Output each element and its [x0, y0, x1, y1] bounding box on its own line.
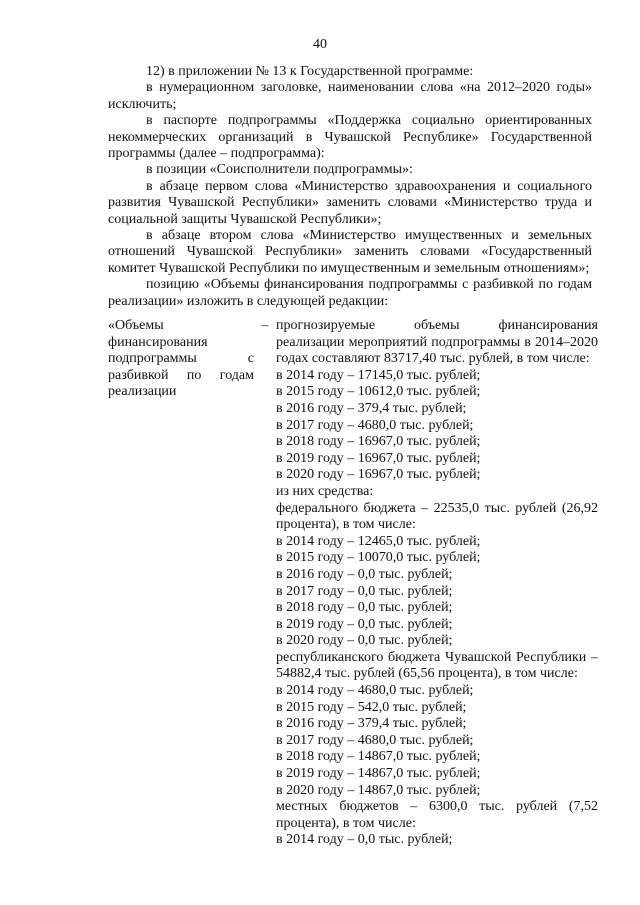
year-line: в 2014 году – 17145,0 тыс. рублей; — [276, 367, 481, 383]
paragraph: в абзаце первом слова «Министерство здравоохранения и социального развития Чувашской Республики» заменить словами «Министерство труда и социальной защиты Чувашской Республики»; — [108, 178, 592, 227]
year-line: в 2015 году – 10070,0 тыс. рублей; — [276, 550, 481, 566]
federal-budget-heading: федерального бюджета – 22535,0 тыс. рублей (26,92 процента), в том числе: — [276, 500, 598, 533]
year-line: в 2020 году – 16967,0 тыс. рублей; — [276, 467, 481, 483]
funding-table — [108, 318, 598, 849]
paragraph: в нумерационном заголовке, наименовании слова «на 2012–2020 годы» исключить; — [108, 80, 592, 112]
year-line: в 2017 году – 4680,0 тыс. рублей; — [276, 732, 474, 748]
year-line: в 2015 году – 10612,0 тыс. рублей; — [276, 384, 481, 400]
position-label: «Объемы финансирования подпрограммы с разбивкой по годам реализации — [108, 318, 254, 400]
year-line: в 2016 году – 379,4 тыс. рублей; — [276, 400, 467, 416]
paragraph: 12) в приложении № 13 к Государственной программе: — [146, 64, 474, 79]
paragraph: в паспорте подпрограммы «Поддержка социально ориентированных некоммерческих организаций в Чувашской Республике» Государственной программы (далее – подпрограмма): — [108, 113, 592, 162]
sources-header: из них средства: — [276, 483, 374, 499]
page-number: 40 — [313, 37, 327, 52]
year-line: в 2019 году – 14867,0 тыс. рублей; — [276, 766, 481, 782]
year-line: в 2019 году – 16967,0 тыс. рублей; — [276, 450, 481, 466]
republic-budget-heading: республиканского бюджета Чувашской Республики – 54882,4 тыс. рублей (65,56 процента), в том числе: — [276, 649, 598, 682]
year-line: в 2020 году – 0,0 тыс. рублей; — [276, 633, 453, 649]
year-line: в 2018 году – 14867,0 тыс. рублей; — [276, 749, 481, 765]
paragraph: позицию «Объемы финансирования подпрограммы с разбивкой по годам реализации» изложить в следующей редакции: — [108, 277, 592, 309]
paragraph: в абзаце втором слова «Министерство имущественных и земельных отношений Чувашской Республики» заменить словами «Государственный комитет Чувашской Республики по имущественным и земельным отношениям»; — [108, 228, 592, 276]
year-line: в 2019 году – 0,0 тыс. рублей; — [276, 616, 453, 632]
funding-intro: прогнозируемые объемы финансирования реализации мероприятий подпрограммы в 2014–2020 годах составляют 83717,40 тыс. рублей, в том числе: — [276, 318, 598, 367]
funding-row — [108, 318, 598, 849]
year-line: в 2017 году – 0,0 тыс. рублей; — [276, 583, 453, 599]
year-line: в 2016 году – 379,4 тыс. рублей; — [276, 716, 467, 732]
funding-details — [276, 318, 598, 849]
year-line: в 2018 году – 16967,0 тыс. рублей; — [276, 434, 481, 450]
year-line: в 2020 году – 14867,0 тыс. рублей; — [276, 782, 481, 798]
year-line: в 2018 году – 0,0 тыс. рублей; — [276, 600, 453, 616]
paragraph: в позиции «Соисполнители подпрограммы»: — [146, 162, 413, 178]
year-line: в 2014 году – 12465,0 тыс. рублей; — [276, 533, 481, 549]
year-line: в 2014 году – 0,0 тыс. рублей; — [276, 832, 453, 848]
local-budget-heading: местных бюджетов – 6300,0 тыс. рублей (7,52 процента), в том числе: — [276, 799, 598, 831]
year-line: в 2016 году – 0,0 тыс. рублей; — [276, 566, 453, 582]
year-line: в 2014 году – 4680,0 тыс. рублей; — [276, 683, 474, 699]
year-line: в 2017 году – 4680,0 тыс. рублей; — [276, 417, 474, 433]
year-line: в 2015 году – 542,0 тыс. рублей; — [276, 699, 467, 715]
separator-dash: – — [261, 318, 269, 333]
document-body — [108, 64, 592, 310]
